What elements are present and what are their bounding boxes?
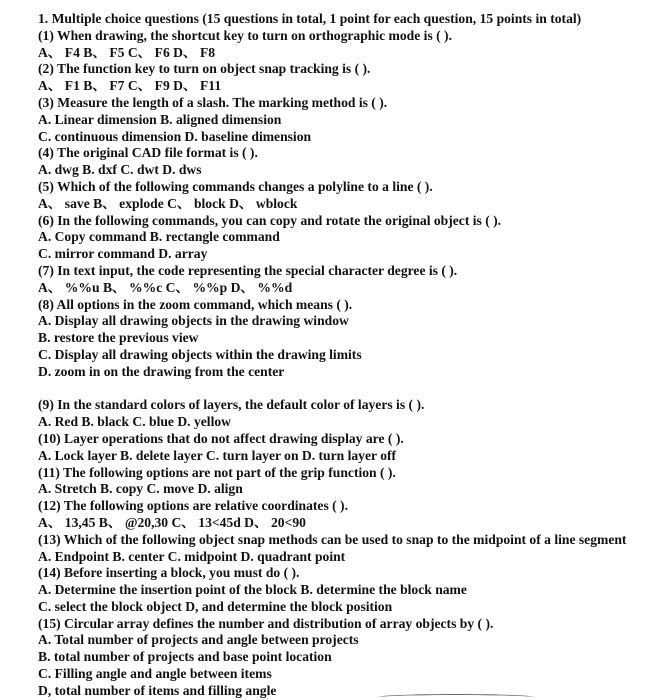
question-9: (9) In the standard colors of layers, the default color of layers is ( ). [38,397,425,413]
question-11-options: A. Stretch B. copy C. move D. align [38,481,243,497]
question-10: (10) Layer operations that do not affect drawing display are ( ). [38,430,404,446]
question-3-options-cd: C. continuous dimension D. baseline dimension [38,128,312,144]
question-15-option-d: D, total number of items and filling angle [38,682,277,698]
question-9-options: A. Red B. black C. blue D. yellow [38,414,231,430]
question-8-option-d: D. zoom in on the drawing from the center [38,363,285,379]
question-6-options-ab: A. Copy command B. rectangle command [38,229,280,245]
question-8-option-c: C. Display all drawing objects within the drawing limits [38,346,362,362]
question-15-option-c: C. Filling angle and angle between items [38,666,272,682]
question-1-options: A、 F4 B、 F5 C、 F6 D、 F8 [38,44,216,60]
question-7-options: A、 %%u B、 %%c C、 %%p D、 %%d [38,279,293,295]
question-1: (1) When drawing, the shortcut key to turn on orthographic mode is ( ). [38,27,452,43]
partial-stroke [376,694,536,700]
question-6: (6) In the following commands, you can copy and rotate the original object is ( ). [38,212,502,228]
question-14-options-cd: C. select the block object D, and determine the block position [38,598,393,614]
question-8: (8) All options in the zoom command, which means ( ). [38,296,353,312]
question-5-options: A、 save B、 explode C、 block D、 wblock [38,195,298,211]
question-14-options-ab: A. Determine the insertion point of the block B. determine the block name [38,582,467,598]
question-4: (4) The original CAD file format is ( ). [38,145,258,161]
question-14: (14) Before inserting a block, you must do ( ). [38,565,300,581]
section-gap [38,381,656,398]
question-8-option-b: B. restore the previous view [38,330,199,346]
question-document [38,11,656,700]
question-2-options: A、 F1 B、 F7 C、 F9 D、 F11 [38,78,222,94]
question-15-option-a: A. Total number of projects and angle between projects [38,632,359,648]
section-heading: 1. Multiple choice questions (15 questions in total, 1 point for each question, 15 points in total) [38,11,582,26]
question-12-options: A、 13,45 B、 @20,30 C、 13<45d D、 20<90 [38,514,306,530]
question-7: (7) In text input, the code representing the special character degree is ( ). [38,262,458,278]
question-2: (2) The function key to turn on object snap tracking is ( ). [38,61,371,77]
cut-off-next-line [0,694,656,700]
question-4-options: A. dwg B. dxf C. dwt D. dws [38,162,202,178]
question-12: (12) The following options are relative coordinates ( ). [38,498,348,514]
question-3-options-ab: A. Linear dimension B. aligned dimension [38,111,282,127]
question-15-option-b: B. total number of projects and base point location [38,649,332,665]
question-13-options: A. Endpoint B. center C. midpoint D. quadrant point [38,548,346,564]
question-15: (15) Circular array defines the number and distribution of array objects by ( ). [38,615,494,631]
question-5: (5) Which of the following commands changes a polyline to a line ( ). [38,178,433,194]
question-10-options: A. Lock layer B. delete layer C. turn layer on D. turn layer off [38,447,397,463]
question-8-option-a: A. Display all drawing objects in the drawing window [38,313,349,329]
question-11: (11) The following options are not part of the grip function ( ). [38,464,396,480]
question-6-options-cd: C. mirror command D. array [38,246,208,262]
question-3: (3) Measure the length of a slash. The marking method is ( ). [38,94,388,110]
question-13: (13) Which of the following object snap methods can be used to snap to the midpoint of a line segment [38,531,627,547]
